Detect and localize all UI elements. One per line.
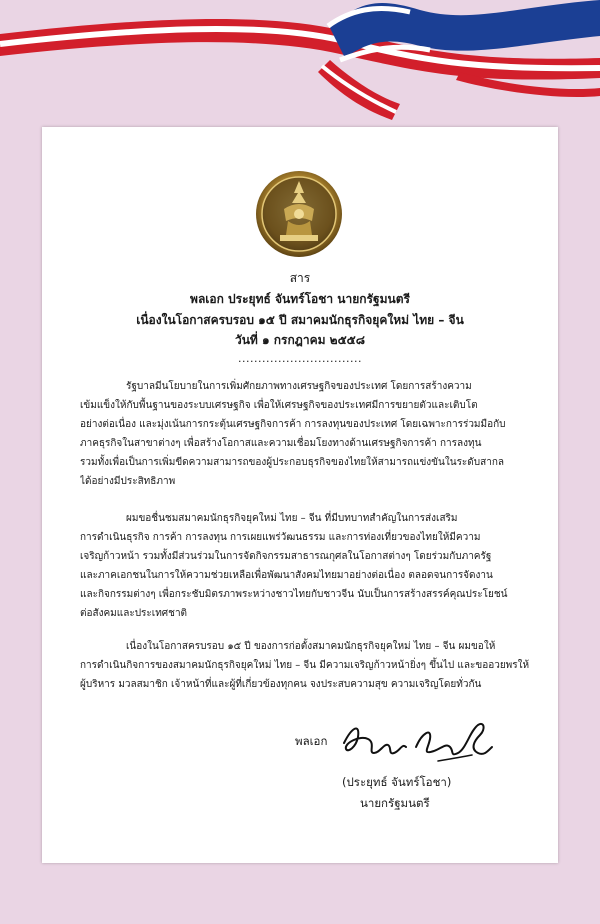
paragraph-line: ผมขอชื่นชมสมาคมนักธุรกิจยุคใหม่ ไทย – จีน ที่มีบทบาทสำคัญในการส่งเสริม — [126, 513, 458, 524]
paragraph-line: ผู้บริหาร มวลสมาชิก เจ้าหน้าที่และผู้ที่เกี่ยวข้องทุกคน จงประสบความสุข ความเจริญโดยทั่วกัน — [80, 679, 482, 690]
header-separator: ............................... — [238, 352, 362, 365]
letter-title: สาร — [289, 271, 311, 285]
paragraph-line: การดำเนินธุรกิจ การค้า การลงทุน การเผยแพร่วัฒนธรรม และการท่องเที่ยวของไทยให้มีความ — [80, 532, 481, 543]
thai-flag-ribbon — [0, 0, 600, 130]
signature-title: นายกรัฐมนตรี — [360, 796, 430, 810]
paragraph-1 — [80, 377, 534, 491]
paragraph-3 — [80, 637, 534, 694]
signature-rank: พลเอก — [295, 734, 328, 748]
paragraph-line: และกิจกรรมต่างๆ เพื่อกระชับมิตรภาพระหว่างชาวไทยกับชาวจีน นับเป็นการสร้างสรรค์คุณประโยชน์ — [80, 589, 508, 600]
signature-name: (ประยุทธ์ จันทร์โอชา) — [342, 775, 452, 789]
handwritten-signature — [338, 713, 498, 771]
paragraph-line: อย่างต่อเนื่อง และมุ่งเน้นการกระตุ้นเศรษฐกิจการค้า การลงทุนของประเทศ โดยเฉพาะการร่วมมือกับ — [80, 419, 506, 430]
letter-sender: พลเอก ประยุทธ์ จันทร์โอชา นายกรัฐมนตรี — [190, 292, 410, 306]
letter-date: วันที่ ๑ กรกฎาคม ๒๕๕๘ — [234, 333, 366, 347]
paragraph-line: การดำเนินกิจการของสมาคมนักธุรกิจยุคใหม่ ไทย – จีน มีความเจริญก้าวหน้ายิ่งๆ ขึ้นไป และขออวยพรให้ — [80, 660, 530, 671]
paragraph-line: รัฐบาลมีนโยบายในการเพิ่มศักยภาพทางเศรษฐกิจของประเทศ โดยการสร้างความ — [126, 381, 472, 392]
government-seal-icon — [254, 169, 344, 259]
paragraph-2 — [80, 509, 534, 623]
paragraph-line: เจริญก้าวหน้า รวมทั้งมีส่วนร่วมในการจัดกิจกรรมสาธารณกุศลในโอกาสต่างๆ โดยร่วมกับภาครัฐ — [80, 551, 492, 562]
paragraph-line: ได้อย่างมีประสิทธิภาพ — [80, 476, 176, 487]
paragraph-line: และภาคเอกชนในการให้ความช่วยเหลือเพื่อพัฒนาสังคมไทยมาอย่างต่อเนื่อง ตลอดจนการจัดงาน — [80, 570, 493, 581]
paragraph-line: เนื่องในโอกาสครบรอบ ๑๕ ปี ของการก่อตั้งสมาคมนักธุรกิจยุคใหม่ ไทย – จีน ผมขอให้ — [126, 641, 496, 652]
paragraph-line: ภาคธุรกิจในสาขาต่างๆ เพื่อสร้างโอกาสและความเชื่อมโยงทางด้านเศรษฐกิจการค้า การลงทุน — [80, 438, 482, 449]
letter-occasion: เนื่องในโอกาสครบรอบ ๑๕ ปี สมาคมนักธุรกิจยุคใหม่ ไทย – จีน — [136, 313, 464, 327]
paragraph-line: ต่อสังคมและประเทศชาติ — [80, 608, 188, 619]
paragraph-line: เข้มแข็งให้กับพื้นฐานของระบบเศรษฐกิจ เพื่อให้เศรษฐกิจของประเทศมีการขยายตัวและเติบโต — [80, 400, 478, 411]
paragraph-line: รวมทั้งเพื่อเป็นการเพิ่มขีดความสามารถของผู้ประกอบธุรกิจของไทยให้สามารถแข่งขันในระดับสากล — [80, 457, 505, 468]
letter-paper — [42, 127, 558, 863]
